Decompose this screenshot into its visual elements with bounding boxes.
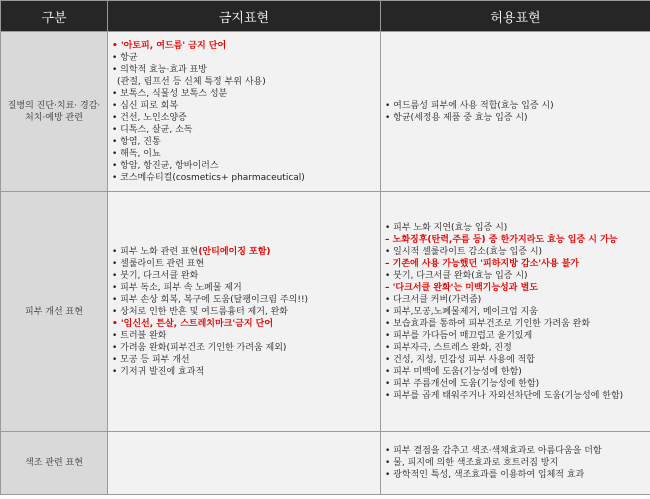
list-item: • 상처로 인한 반흔 및 여드름흉터 제거, 완화 bbox=[112, 306, 288, 317]
prohibited-cell bbox=[108, 432, 381, 495]
prohibited-cell bbox=[108, 192, 381, 432]
header-row bbox=[1, 1, 650, 32]
list-item: (관절, 림프선 등 신체 특정 부위 사용) bbox=[117, 76, 266, 87]
list-item: • 피부 손상 회복, 복구에 도움(달팽이크림 주의!!) bbox=[112, 294, 309, 305]
list-item: • 항염, 진통 bbox=[112, 136, 161, 147]
category-cell: 색조 관련 표현 bbox=[1, 432, 108, 495]
list-item: • 항암, 항진균, 항바이러스 bbox=[112, 160, 219, 171]
allowed-cell bbox=[381, 432, 650, 495]
list-item: • '아토피, 여드름' 금지 단어 bbox=[112, 40, 227, 51]
list-item: • 보습효과를 통하여 피부건조로 기인한 가려움 완화 bbox=[385, 318, 591, 329]
list-item: • 해독, 이뇨 bbox=[112, 148, 161, 159]
list-item bbox=[112, 246, 376, 258]
list-item: • 의학적 효능·효과 표방 bbox=[112, 64, 207, 75]
list-item: • 피부 미백에 도움(기능성에 한함) bbox=[385, 366, 522, 377]
list-item: • 붓기, 다크서클 완화 bbox=[112, 270, 199, 281]
list-item: • 심신 피로 회복 bbox=[112, 100, 179, 111]
list-item: • 피부자극, 스트레스 완화, 진정 bbox=[385, 342, 512, 353]
list-item: • 피부 독소, 피부 속 노폐물 제거 bbox=[112, 282, 242, 293]
list-item: • 디톡스, 살균, 소독 bbox=[112, 124, 193, 135]
item-emphasis: (안티에이징 포함) bbox=[198, 246, 271, 257]
table-row bbox=[1, 432, 650, 495]
list-item: – '다크서클 완화'는 미백기능성과 별도 bbox=[385, 282, 538, 293]
category-cell: 질병의 진단·치료· 경감·처치·예방 관련 bbox=[1, 32, 108, 192]
list-item: • 항균(세정용 제품 중 효능 입증 시) bbox=[385, 112, 528, 123]
header-category: 구분 bbox=[1, 1, 108, 32]
category-cell: 피부 개선 표현 bbox=[1, 192, 108, 432]
list-item: • 광학적인 특성, 색조효과를 이용하여 입체적 효과 bbox=[385, 470, 585, 480]
header-prohibited: 금지표현 bbox=[108, 1, 381, 32]
list-item: • 피부를 가다듬어 매끄럽고 윤기있게 bbox=[385, 330, 533, 341]
list-item: • 일시적 셀룰라이트 감소(효능 입증 시) bbox=[385, 246, 543, 257]
list-item: • 셀룰라이트 관련 표현 bbox=[112, 258, 205, 269]
list-item: • 다크서클 커버(가려줌) bbox=[385, 294, 482, 305]
list-item: – 기존에 사용 가능했던 '피하지방 감소'사용 불가 bbox=[385, 258, 579, 269]
list-item: • 피부 결점을 감추고 색조·색채효과로 아름다움을 더함 bbox=[385, 446, 602, 456]
list-item: • 항균 bbox=[112, 52, 138, 63]
list-item: • 트러블 완화 bbox=[112, 330, 167, 341]
list-item: • '임신선, 튼살, 스트레치마크'금지 단어 bbox=[112, 318, 274, 329]
list-item: • 모공 등 피부 개선 bbox=[112, 354, 190, 365]
list-item: • 보톡스, 식물성 보톡스 성분 bbox=[112, 88, 228, 99]
list-item: • 물, 피지에 의한 색조효과로 흐트러짐 방지 bbox=[385, 458, 559, 468]
header-allowed: 허용표현 bbox=[381, 1, 650, 32]
list-item: • 건선, 노인소양증 bbox=[112, 112, 187, 123]
list-item: • 기저귀 발진에 효과적 bbox=[112, 366, 205, 377]
list-item: • 피부,모공,노폐물제거, 메이크업 지움 bbox=[385, 306, 538, 317]
table-row bbox=[1, 192, 650, 432]
list-item: • 가려움 완화(피부건조 기인한 가려움 제외) bbox=[112, 342, 287, 353]
list-item: • 코스메슈티컬(cosmetics+ pharmaceutical) bbox=[112, 172, 305, 183]
list-item: • 붓기, 다크서클 완화(효능 입증 시) bbox=[385, 270, 528, 281]
list-item: • 피부 노화 지연(효능 입증 시) bbox=[385, 222, 508, 233]
table-row bbox=[1, 32, 650, 192]
prohibited-cell bbox=[108, 32, 381, 192]
list-item: • 건성, 지성, 민감성 피부 사용에 적합 bbox=[385, 354, 535, 365]
item-text: • 피부 노화 관련 표현 bbox=[112, 246, 199, 257]
allowed-cell bbox=[381, 192, 650, 432]
list-item: • 피부 주름개선에 도움(기능성에 한함) bbox=[385, 378, 540, 389]
list-item: • 피부를 곱게 태워주거나 자외선차단에 도움(기능성에 한함) bbox=[385, 390, 624, 401]
list-item: • 여드름성 피부에 사용 적합(효능 입증 시) bbox=[385, 100, 554, 111]
list-item: – 노화징후(탄력,주름 등) 중 한가지라도 효능 입증 시 가능 bbox=[385, 234, 618, 245]
allowed-cell bbox=[381, 32, 650, 192]
